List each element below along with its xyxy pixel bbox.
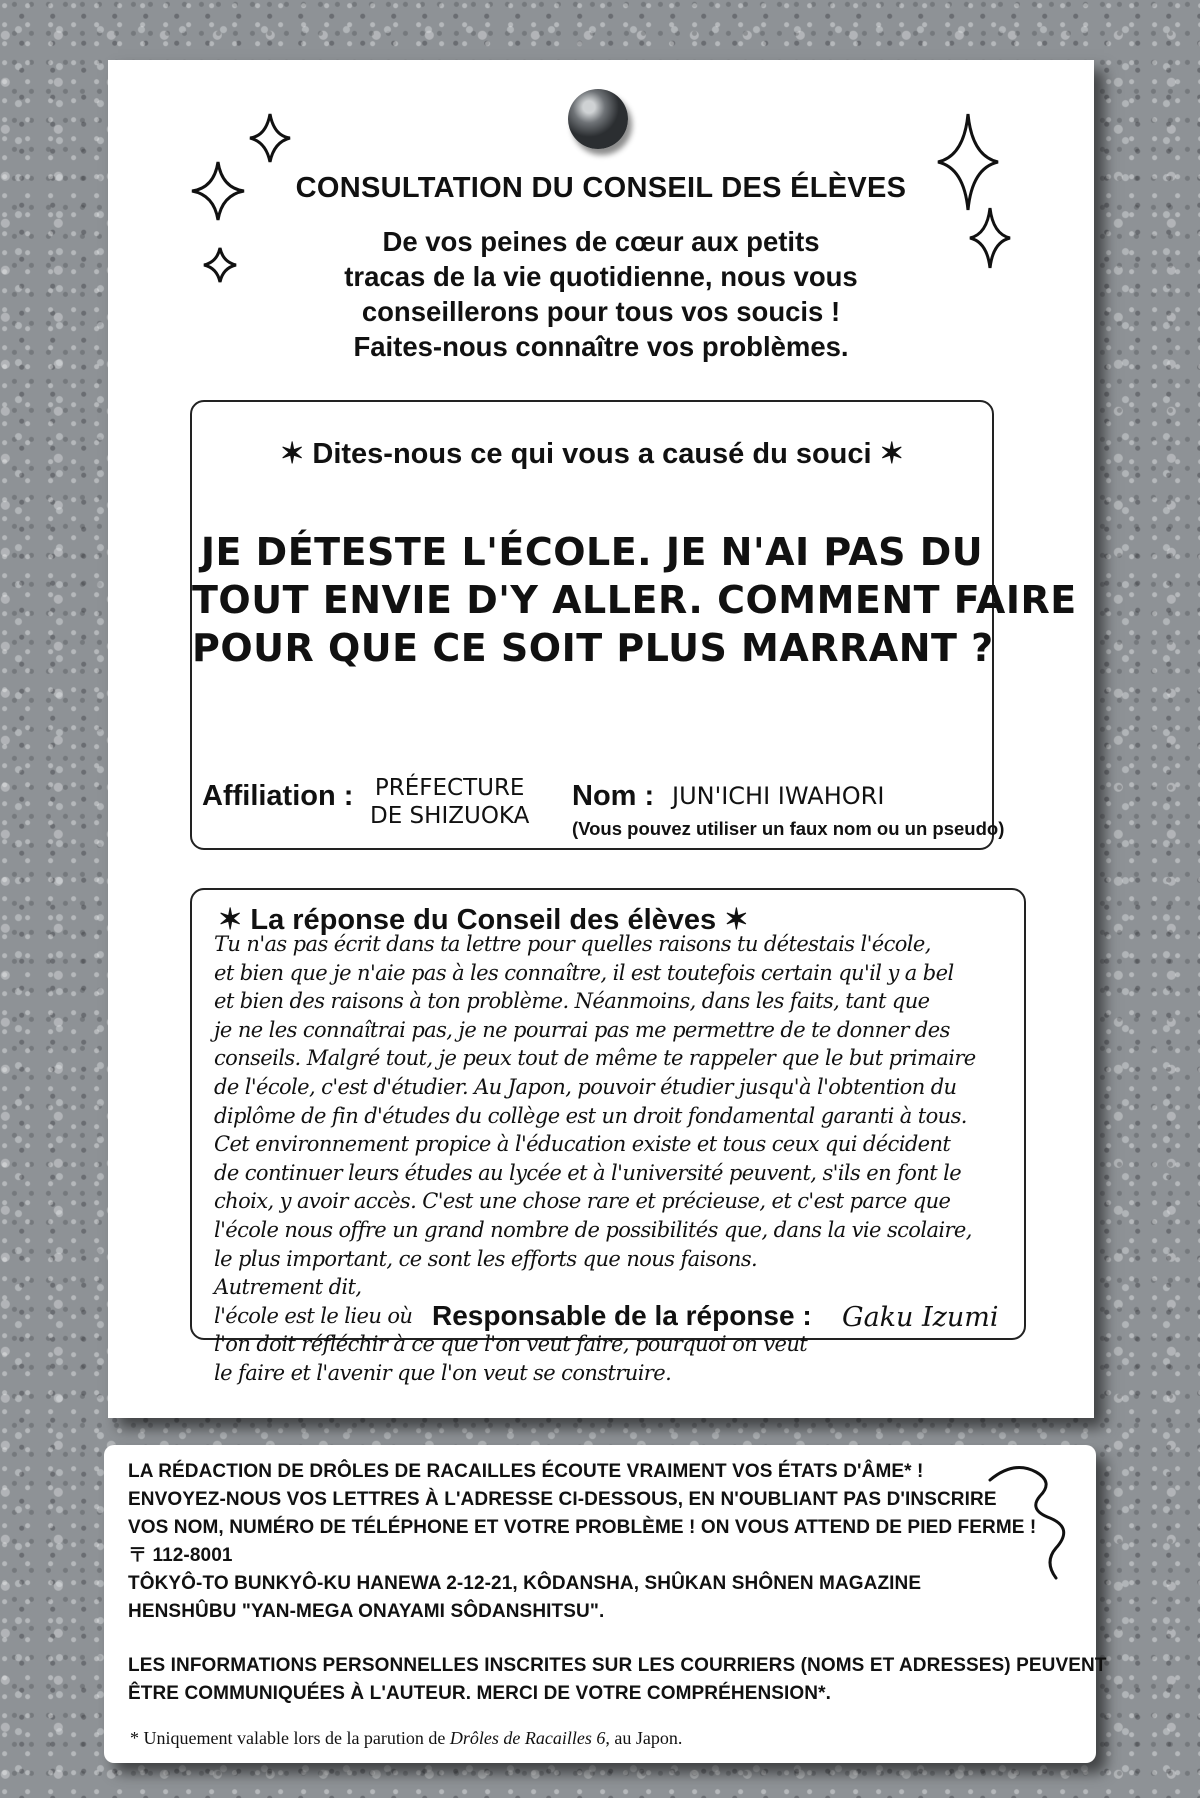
name-note: (Vous pouvez utiliser un faux nom ou un pseudo): [572, 818, 1005, 839]
footnote: * Uniquement valable lors de la parution de Drôles de Racailles 6, au Japon.: [130, 1728, 683, 1748]
answer-text: Tu n'as pas écrit dans ta lettre pour quelles raisons tu détestais l'école, et bien que je n'aie pas à les connaître, il est toutefois certain qu'il y a bel et bien des raisons à ton problème. Néanmoins, dans les faits, tant que je ne les connaîtrai pas, je ne pourrai pas me permettre de te donner des conseils. Malgré tout, je peux tout de même te rappeler que le but primaire de l'école, c'est d'étudier. Au Japon, pouvoir étudier jusqu'à l'obtention du diplôme de fin d'études du collège est un droit fondamental garanti à tous. Cet environnement propice à l'éducation existe et tous ceux qui décident de continuer leurs études au lycée et à l'université peuvent, s'ils en font le choix, y avoir accès. C'est une chose rare et précieuse, et c'est parce que l'école nous offre un grand nombre de possibilités que, dans la vie scolaire, le plus important, ce sont les efforts que nous faisons. Autrement dit, l'école est le lieu où l'on doit réfléchir à ce que l'on veut faire, pourquoi on veut le faire et l'avenir que l'on veut se construire.: [214, 932, 976, 1385]
answer-heading: ✶ La réponse du Conseil des élèves ✶: [218, 904, 749, 936]
affiliation-label: Affiliation :: [202, 780, 354, 812]
name-value: JUN'ICHI IWAHORI: [672, 782, 885, 810]
footer-text: LA RÉDACTION DE DRÔLES DE RACAILLES ÉCOUTE VRAIMENT VOS ÉTATS D'ÂME* ! ENVOYEZ-NOUS VOS LETTRES À L'ADRESSE CI-DESSOUS, EN N'OUBLIANT PAS D'INSCRIRE VOS NOM, NUMÉRO DE TÉLÉPHONE ET VOTRE PROBLÈME ! ON VOUS ATTEND DE PIED FERME ! 〒 112-8001 TÔKYÔ-TO BUNKYÔ-KU HANEWA 2-12-21, KÔDANSHA, SHÛKAN SHÔNEN MAGAZINE HENSHÛBU "YAN-MEGA ONAYAMI SÔDANSHITSU". LES INFORMATIONS PERSONNELLES INSCRITES SUR LES COURRIERS (NOMS ET ADRESSES) PEUVENT ÊTRE COMMUNIQUÉES À L'AUTEUR. MERCI DE VOTRE COMPRÉHENSION*.: [128, 1461, 1107, 1704]
problem-text: JE DÉTESTE L'ÉCOLE. JE N'AI PAS DU TOUT ENVIE D'Y ALLER. COMMENT FAIRE POUR QUE CE SOIT PLUS MARRANT ?: [192, 530, 1077, 670]
privacy-text: LES INFORMATIONS PERSONNELLES INSCRITES SUR LES COURRIERS (NOMS ET ADRESSES) PEUVENT: [128, 1655, 1107, 1676]
pushpin-icon: [568, 89, 628, 149]
page-title: CONSULTATION DU CONSEIL DES ÉLÈVES: [295, 172, 907, 204]
affiliation-value: PRÉFECTURE DE SHIZUOKA: [370, 775, 530, 829]
responsible-label: Responsable de la réponse :: [432, 1300, 812, 1331]
intro-text: De vos peines de cœur aux petits tracas de la vie quotidienne, nous vous conseillerons pour tous vos soucis ! Faites-nous connaître vos problèmes.: [344, 226, 858, 362]
question-box: [190, 400, 1077, 850]
sparkle-icon: [248, 112, 292, 164]
responsible-value: Gaku Izumi: [842, 1302, 999, 1333]
name-label: Nom :: [572, 780, 655, 812]
question-heading: ✶ Dites-nous ce qui vous a causé du souci ✶: [280, 438, 904, 470]
